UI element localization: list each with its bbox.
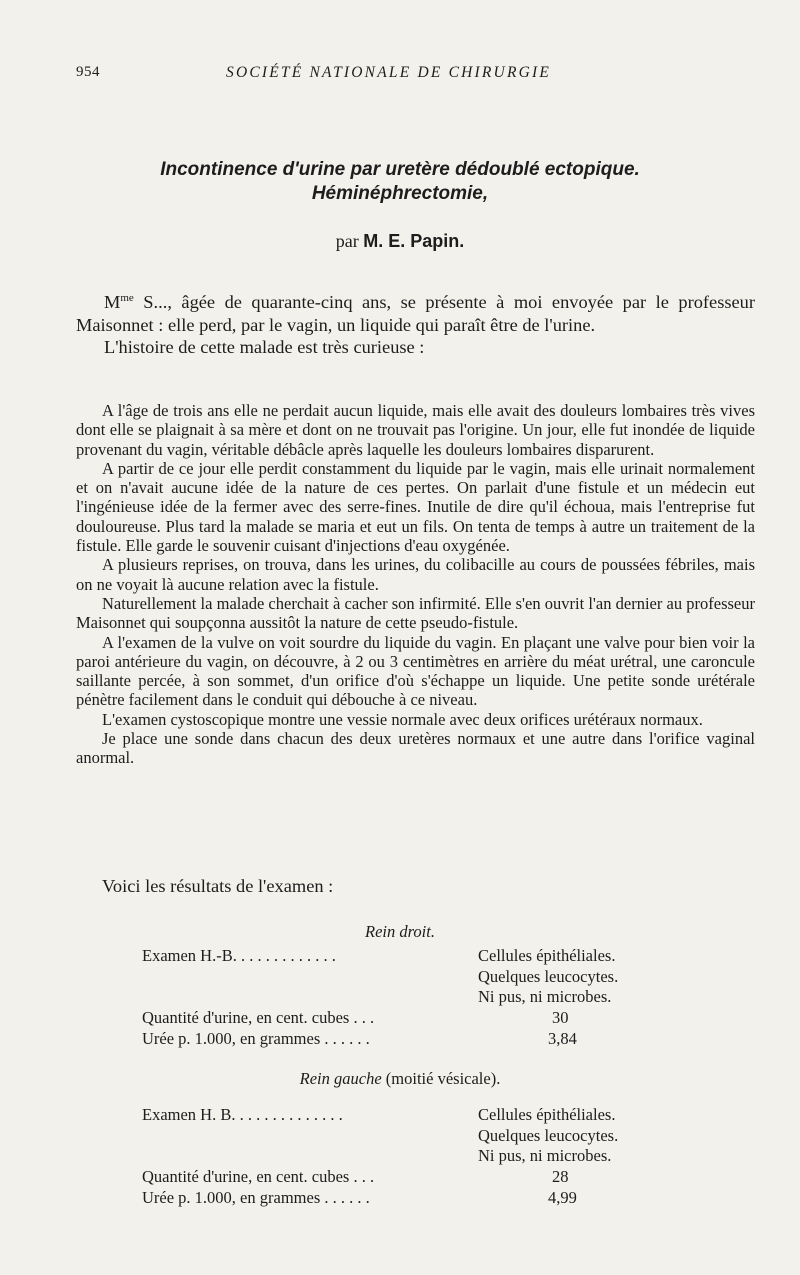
journal-title: SOCIÉTÉ NATIONALE DE CHIRURGIE — [226, 64, 552, 81]
result-row — [142, 1146, 662, 1167]
body-paragraph: A plusieurs reprises, on trouva, dans les urines, du colibacille au cours de poussées fébriles, mais on ne voyait là aucune relation avec la fistule. — [76, 555, 755, 594]
exam-value: Ni pus, ni microbes. — [478, 987, 612, 1007]
byline — [0, 231, 800, 252]
page-number: 954 — [76, 64, 100, 80]
volume-value: 30 — [552, 1008, 569, 1028]
intro-section — [76, 287, 755, 359]
honorific: M — [104, 292, 121, 313]
intro-paragraph — [76, 287, 755, 336]
volume-label: Quantité d'urine, en cent. cubes . . . — [142, 1008, 375, 1028]
article-title — [0, 158, 800, 206]
intro-text: S..., âgée de quarante-cinq ans, se présente à moi envoyée par le professeur Maisonnet : elle perd, par le vagin, un liquide qui paraît être de l'urine. — [76, 292, 755, 335]
result-row — [142, 987, 662, 1008]
urea-value: 3,84 — [548, 1028, 577, 1048]
result-row — [142, 1105, 662, 1126]
right-kidney-title: Rein droit. — [365, 922, 435, 941]
result-row — [142, 967, 662, 988]
body-paragraph: L'examen cystoscopique montre une vessie normale avec deux orifices urétéraux normaux. — [102, 709, 703, 729]
exam-value: Cellules épithéliales. — [478, 1105, 616, 1124]
exam-value: Ni pus, ni microbes. — [478, 1146, 612, 1166]
body-paragraph: Naturellement la malade cherchait à cacher son infirmité. Elle s'en ouvrit l'an dernier au professeur Maisonnet qui soupçonna aussitôt la nature de cette pseudo-fistule. — [76, 593, 755, 633]
result-row — [142, 946, 662, 967]
left-kidney-title — [0, 1069, 800, 1089]
exam-value: Quelques leucocytes. — [478, 966, 619, 986]
body-paragraph: Je place une sonde dans chacun des deux uretères normaux et une autre dans l'orifice vaginal anormal. — [76, 729, 755, 768]
author-name: M. E. Papin. — [363, 231, 465, 251]
honorific-sup: me — [120, 292, 134, 304]
article-title-line-1: Incontinence d'urine par uretère dédoublé ectopique. — [160, 159, 640, 180]
body-paragraph: A l'âge de trois ans elle ne perdait aucun liquide, mais elle avait des douleurs lombaires très vives dont elle se plaignait à sa mère et dont on ne trouvait pas l'origine. Un jour, elle fut inondée de liquide provenant du vagin, véritable débâcle après laquelle les douleurs lombaires disparurent. — [76, 401, 755, 459]
results-lead: Voici les résultats de l'examen : — [102, 876, 334, 896]
right-kidney-results — [142, 946, 662, 1049]
running-header — [76, 64, 756, 86]
body-paragraph: A partir de ce jour elle perdit constamment du liquide par le vagin, mais elle urinait normalement et on n'avait aucune idée de la nature de ces pertes. On parlait d'une fistule et un médecin eut l'ingénieuse idée de la fermer avec des serre-fines. Inutile de dire qu'il échoua, mais l'entreprise fut douloureuse. Plus tard la malade se maria et eut un fils. On tenta de temps à autre un traitement de la fistule. Elle garde le souvenir cuisant d'injections d'eau oxygénée. — [76, 458, 755, 556]
volume-label: Quantité d'urine, en cent. cubes . . . — [142, 1167, 375, 1187]
exam-value: Cellules épithéliales. — [478, 946, 616, 965]
exam-value: Quelques leucocytes. — [478, 1125, 619, 1145]
result-row — [142, 1188, 662, 1209]
result-row — [142, 1167, 662, 1188]
left-kidney-title-rest: (moitié vésicale). — [381, 1069, 501, 1088]
exam-label: Examen H.-B. . . . . . . . . . . . . — [142, 946, 336, 965]
byline-prefix: par — [335, 231, 359, 251]
urea-label: Urée p. 1.000, en grammes . . . . . . — [142, 1187, 370, 1207]
result-row — [142, 1029, 662, 1050]
left-kidney-title-italic: Rein gauche — [299, 1069, 382, 1088]
body-paragraph: A l'examen de la vulve on voit sourdre du liquide du vagin. En plaçant une valve pour bien voir la paroi antérieure du vagin, on découvre, à 2 ou 3 centimètres en arrière du méat urétral, une caroncule saillante percée, à son sommet, d'un orifice d'où s'échappe un liquide. Une petite sonde urétérale pénètre facilement dans le conduit qui débouche à ce niveau. — [76, 632, 755, 710]
exam-label: Examen H. B. . . . . . . . . . . . . . — [142, 1105, 343, 1124]
left-kidney-results — [142, 1105, 662, 1208]
result-row — [142, 1008, 662, 1029]
volume-value: 28 — [552, 1167, 569, 1187]
result-row — [142, 1126, 662, 1147]
article-title-line-2: Héminéphrectomie, — [311, 183, 489, 204]
intro-paragraph-2: L'histoire de cette malade est très curieuse : — [104, 337, 425, 358]
case-history — [76, 401, 755, 768]
urea-label: Urée p. 1.000, en grammes . . . . . . — [142, 1028, 370, 1048]
urea-value: 4,99 — [548, 1187, 577, 1207]
